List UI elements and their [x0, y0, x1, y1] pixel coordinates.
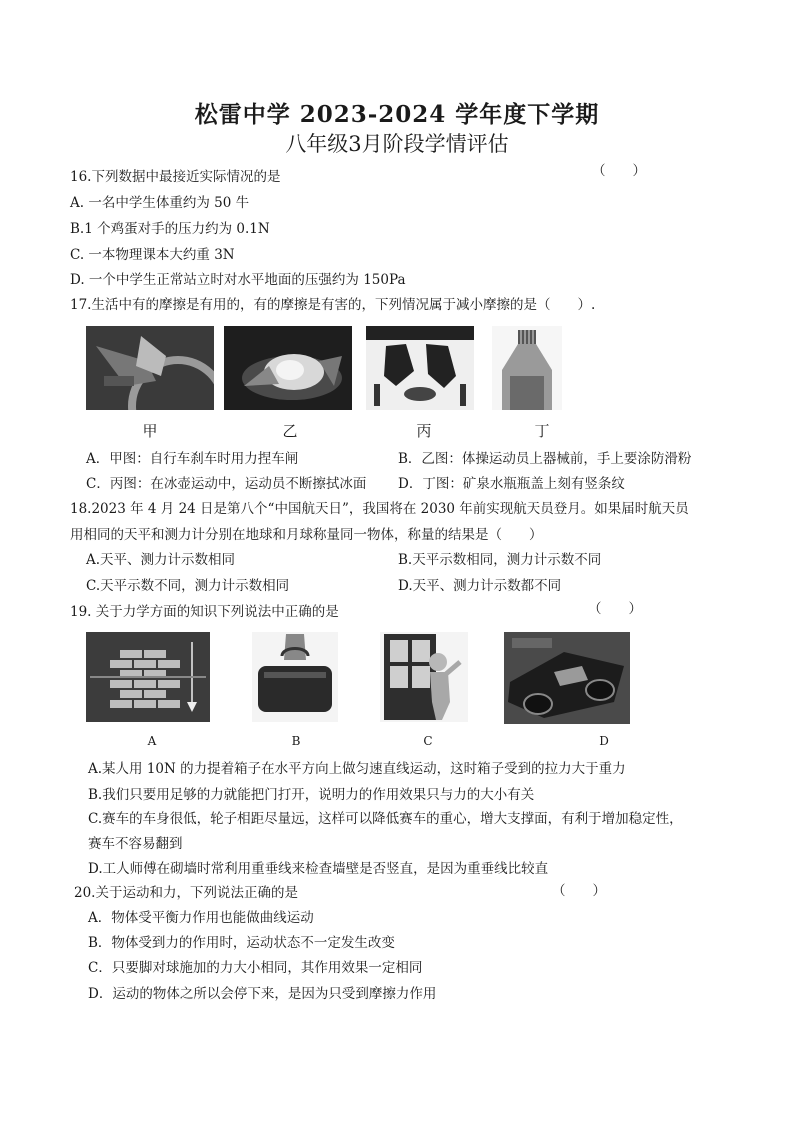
q16-option-d: D. 一个中学生正常站立时对水平地面的压强约为 150Pa [70, 272, 406, 288]
q20-option-d: D．运动的物体之所以会停下来，是因为只受到摩擦力作用 [88, 986, 437, 1002]
q17-image-gymnast-chalk [224, 326, 352, 410]
q19-image-brick-wall-plumb [86, 632, 210, 722]
q19-option-c-line1: C.赛车的车身很低，轮子相距尽量远，这样可以降低赛车的重心，增大支撑面，有利于增加稳定性， [88, 811, 683, 827]
q19-image-hand-lifting-box [252, 632, 338, 722]
page-title: 松雷中学 2023-2024 学年度下学期 [194, 101, 600, 128]
q18-stem-line1: 18.2023 年 4 月 24 日是第八个“中国航天日”，我国将在 2030 年前实现航天员登月。如果届时航天员 [70, 501, 689, 517]
q17-image-curling [366, 326, 474, 410]
q18-option-b: B.天平示数相同，测力计示数不同 [398, 552, 602, 568]
q17-option-a: A．甲图：自行车刹车时用力捏车闸 [86, 451, 299, 467]
q17-label-ding: 丁 [534, 422, 550, 440]
q20-stem: 20.关于运动和力，下列说法正确的是 [74, 885, 298, 901]
q17-stem: 17.生活中有的摩擦是有用的，有的摩擦是有害的，下列情况属于减小摩擦的是（ ）. [70, 297, 596, 313]
q20-option-a: A．物体受平衡力作用也能做曲线运动 [88, 910, 314, 926]
q19-image-race-car [504, 632, 630, 724]
q18-option-a: A.天平、测力计示数相同 [86, 552, 236, 568]
q19-stem: 19. 关于力学方面的知识下列说法中正确的是 [70, 604, 339, 620]
q20-option-b: B．物体受到力的作用时，运动状态不一定发生改变 [88, 935, 395, 951]
q17-option-d: D．丁图：矿泉水瓶瓶盖上刻有竖条纹 [398, 476, 625, 492]
q19-answer-bracket: （ ） [588, 601, 642, 617]
q19-image-pushing-door [380, 632, 468, 722]
q19-option-a: A.某人用 10N 的力提着箱子在水平方向上做匀速直线运动，这时箱子受到的拉力大于重力 [88, 761, 626, 777]
q17-label-yi: 乙 [282, 422, 298, 440]
q19-label-c: C [423, 734, 433, 748]
q17-image-bike-brake [86, 326, 214, 410]
q19-option-d: D.工人师傅在砌墙时常利用重垂线来检查墙壁是否竖直，是因为重垂线比较直 [88, 861, 549, 877]
q16-answer-bracket: （ ） [592, 163, 646, 179]
q19-label-d: D [599, 734, 609, 748]
q17-label-jia: 甲 [142, 422, 158, 440]
q19-label-a: A [147, 734, 157, 748]
q16-stem: 16.下列数据中最接近实际情况的是 [70, 169, 281, 185]
q19-label-b: B [291, 734, 301, 748]
q18-option-c: C.天平示数不同，测力计示数相同 [86, 578, 290, 594]
q17-option-b: B．乙图：体操运动员上器械前，手上要涂防滑粉 [398, 451, 692, 467]
q17-image-bottle-cap [492, 326, 562, 410]
q16-option-b: B.1 个鸡蛋对手的压力约为 0.1N [70, 221, 270, 237]
q20-option-c: C．只要脚对球施加的力大小相同，其作用效果一定相同 [88, 960, 423, 976]
q19-option-c-line2: 赛车不容易翻到 [88, 836, 183, 852]
q16-option-a: A. 一名中学生体重约为 50 牛 [70, 195, 250, 211]
q17-label-bing: 丙 [416, 422, 432, 440]
q17-option-c: C．丙图：在冰壶运动中，运动员不断擦拭冰面 [86, 476, 367, 492]
q19-option-b: B.我们只要用足够的力就能把门打开，说明力的作用效果只与力的大小有关 [88, 787, 535, 803]
q18-stem-line2: 用相同的天平和测力计分别在地球和月球称量同一物体，称量的结果是（ ） [70, 527, 543, 543]
q16-option-c: C. 一本物理课本大约重 3N [70, 247, 235, 263]
q20-answer-bracket: （ ） [552, 883, 606, 899]
page-subtitle: 八年级3月阶段学情评估 [285, 132, 509, 156]
q18-option-d: D.天平、测力计示数都不同 [398, 578, 562, 594]
